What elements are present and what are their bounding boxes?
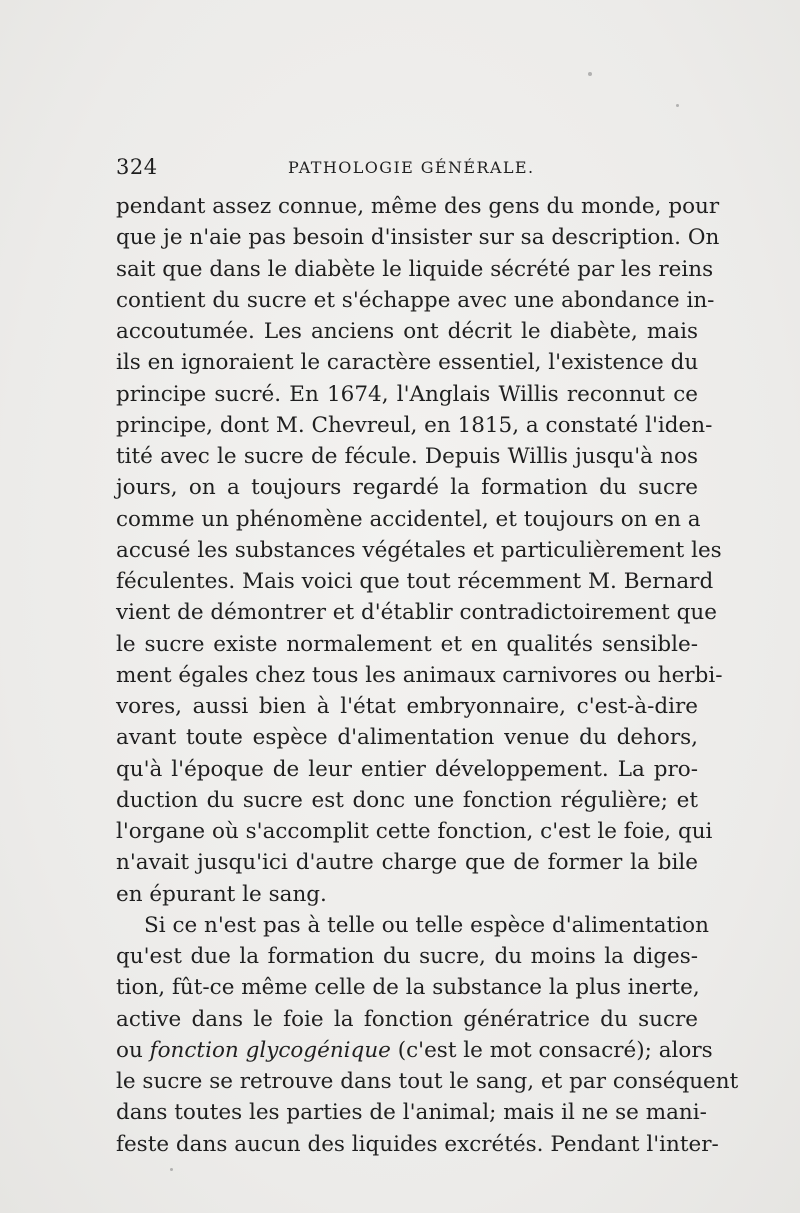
- text-line: sait que dans le diabète le liquide sécrété par les reins: [116, 256, 714, 282]
- text-line: ils en ignoraient le caractère essentiel, l'existence du: [116, 350, 699, 376]
- text-line: l'organe où s'accomplit cette fonction, c'est le foie, qui: [116, 819, 713, 844]
- page-header: [116, 155, 696, 185]
- text-line: ment égales chez tous les animaux carnivores ou herbi-: [116, 662, 723, 688]
- text-line: le sucre se retrouve dans tout le sang, et par conséquent: [116, 1069, 739, 1094]
- text-line: contient du sucre et s'échappe avec une abondance in-: [116, 287, 715, 313]
- text-line: active dans le foie la fonction génératrice du sucre: [116, 1006, 698, 1032]
- text-line: tion, fût-ce même celle de la substance la plus inerte,: [116, 975, 700, 1001]
- text-line: pendant assez connue, même des gens du monde, pour: [116, 194, 720, 219]
- text-line: féculentes. Mais voici que tout récemment M. Bernard: [116, 569, 714, 594]
- text-line: principe sucré. En 1674, l'Anglais Willis reconnut ce: [116, 381, 698, 407]
- text-line: en épurant le sang.: [116, 881, 327, 907]
- text-line: dans toutes les parties de l'animal; mais il ne se mani-: [116, 1100, 707, 1126]
- text-line: tité avec le sucre de fécule. Depuis Willis jusqu'à nos: [116, 444, 698, 469]
- text-line: principe, dont M. Chevreul, en 1815, a constaté l'iden-: [116, 412, 713, 438]
- running-title: PATHOLOGIE GÉNÉRALE.: [288, 158, 535, 177]
- text-line-italic: [116, 1035, 713, 1066]
- text-segment: (c'est le mot consacré); alors: [390, 1037, 713, 1063]
- text-line: duction du sucre est donc une fonction régulière; et: [116, 787, 698, 813]
- text-line: qu'est due la formation du sucre, du moins la diges-: [116, 944, 698, 969]
- paper-speck: [676, 104, 679, 107]
- text-line: vient de démontrer et d'établir contradictoirement que: [116, 600, 717, 626]
- text-segment: ou: [116, 1037, 150, 1063]
- body-text: [116, 191, 739, 1160]
- paper-speck: [588, 72, 592, 76]
- text-line: Si ce n'est pas à telle ou telle espèce d'alimentation: [144, 912, 709, 938]
- italic-term: fonction glycogénique: [149, 1037, 391, 1063]
- page-number: 324: [116, 155, 158, 179]
- text-line: avant toute espèce d'alimentation venue du dehors,: [116, 725, 698, 751]
- text-line: que je n'aie pas besoin d'insister sur sa description. On: [116, 225, 720, 251]
- text-line: comme un phénomène accidentel, et toujours on en a: [116, 506, 701, 532]
- text-line: accoutumée. Les anciens ont décrit le diabète, mais: [116, 319, 698, 344]
- paper-speck: [170, 1168, 173, 1171]
- text-line: feste dans aucun des liquides excrétés. Pendant l'inter-: [116, 1131, 719, 1157]
- text-line: accusé les substances végétales et particulièrement les: [116, 537, 722, 563]
- text-line: le sucre existe normalement et en qualités sensible-: [116, 631, 698, 657]
- text-line: n'avait jusqu'ici d'autre charge que de former la bile: [116, 850, 698, 876]
- text-line: vores, aussi bien à l'état embryonnaire, c'est-à-dire: [116, 694, 698, 719]
- text-line: qu'à l'époque de leur entier développement. La pro-: [116, 756, 698, 782]
- text-line: jours, on a toujours regardé la formation du sucre: [116, 475, 698, 501]
